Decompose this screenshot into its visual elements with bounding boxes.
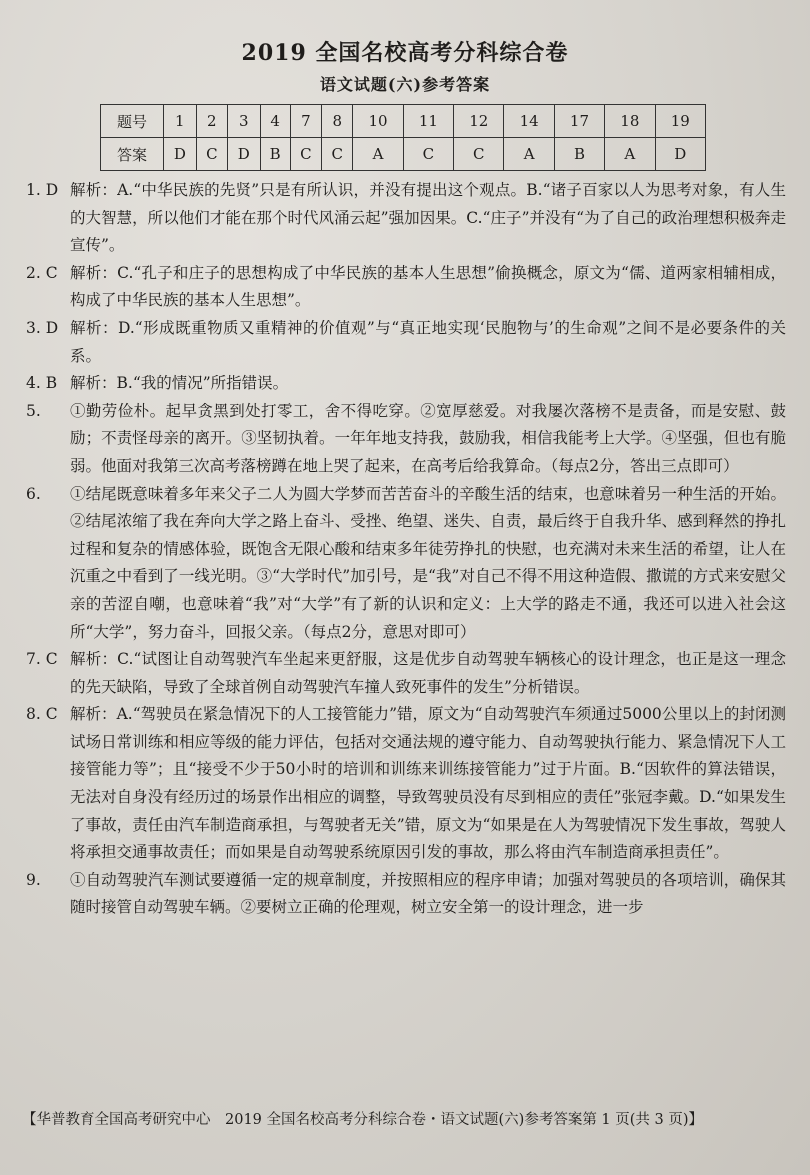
answer-cell: D <box>227 138 260 171</box>
answer-cell: C <box>403 138 453 171</box>
answer-item <box>26 260 786 315</box>
item-number: 4. B <box>26 374 58 393</box>
page-subtitle: 语文试题(六)参考答案 <box>319 75 491 94</box>
question-number-cell: 10 <box>353 105 403 138</box>
item-number: 5. <box>26 401 41 420</box>
question-number-cell: 12 <box>454 105 504 138</box>
item-number: 7. C <box>26 650 58 669</box>
question-number-cell: 8 <box>322 105 353 138</box>
answer-item <box>26 701 786 867</box>
item-number: 2. C <box>26 263 58 282</box>
item-text: 解析：A.“中华民族的先贤”只是有所认识，并没有提出这个观点。B.“诸子百家以人为思考对象，有人生的大智慧，所以他们才能在那个时代风涌云起”强加因果。C.“庄子”并没有“为了自己的政治理想积极奔走宣传”。 <box>70 181 786 255</box>
question-number-cell: 17 <box>554 105 604 138</box>
answer-cell: C <box>454 138 504 171</box>
item-text: 解析：A.“驾驶员在紧急情况下的人工接管能力”错，原文为“自动驾驶汽车须通过5000公里以上的封闭测试场日常训练和相应等级的能力评估，包括对交通法规的遵守能力、自动驾驶执行能力、紧急情况下人工接管能力等”；且“接受不少于50小时的培训和训练来训练接管能力”过于片面。B.“因软件的算法错误，无法对自身没有经历过的场景作出相应的调整，导致驾驶员没有尽到相应的责任”张冠李戴。D.“如果发生了事故，责任由汽车制造商承担，与驾驶者无关”错，原文为“如果是在人为驾驶情况下发生事故，驾驶人将承担交通事故责任；而如果是自动驾驶系统原因引发的事故，那么将由汽车制造商承担责任”。 <box>70 705 786 862</box>
item-number: 9. <box>26 870 41 889</box>
question-number-cell: 4 <box>260 105 290 138</box>
question-number-cell: 18 <box>605 105 655 138</box>
item-text: 解析：B.“我的情况”所指错误。 <box>70 374 289 393</box>
answer-row <box>101 138 706 171</box>
answer-header: 答案 <box>101 138 164 171</box>
answer-item <box>26 398 786 481</box>
question-number-cell: 11 <box>403 105 453 138</box>
item-text: 解析：C.“孔子和庄子的思想构成了中华民族的基本人生思想”偷换概念，原文为“儒、道两家相辅相成，构成了中华民族的基本人生思想”。 <box>70 263 786 310</box>
answer-item <box>26 646 786 701</box>
page-footer: 【华普教育全国高考研究中心 2019 全国名校高考分科综合卷・语文试题(六)参考答案第 1 页(共 3 页)】 <box>22 1112 704 1128</box>
answer-cell: C <box>196 138 227 171</box>
question-number-cell: 3 <box>227 105 260 138</box>
answer-cell: A <box>353 138 403 171</box>
answer-cell: D <box>164 138 197 171</box>
answer-item <box>26 370 786 398</box>
question-number-cell: 7 <box>290 105 321 138</box>
question-number-cell: 14 <box>504 105 554 138</box>
question-number-cell: 2 <box>196 105 227 138</box>
page-title: 2019 全国名校高考分科综合卷 <box>241 40 569 66</box>
item-number: 8. C <box>26 705 58 724</box>
answer-table <box>100 104 706 171</box>
item-text: ①结尾既意味着多年来父子二人为圆大学梦而苦苦奋斗的辛酸生活的结束，也意味着另一种生活的开始。②结尾浓缩了我在奔向大学之路上奋斗、受挫、绝望、迷失、自责，最后终于自我升华、感到释然的挣扎过程和复杂的情感体验，既饱含无限心酸和结束多年徒劳挣扎的快慰，也充满对未来生活的希望，让人在沉重之中看到了一线光明。③“大学时代”加引号，是“我”对自己不得不用这种造假、撒谎的方式来安慰父亲的苦涩自嘲，也意味着“我”对“大学”有了新的认识和定义：上大学的路走不通，我还可以进入社会这所“大学”，努力奋斗，回报父亲。（每点2分，意思对即可） <box>70 484 786 641</box>
item-number: 6. <box>26 484 41 503</box>
answer-cell: A <box>605 138 655 171</box>
question-number-cell: 19 <box>655 105 705 138</box>
question-number-cell: 1 <box>164 105 197 138</box>
item-number: 3. D <box>26 318 59 337</box>
item-text: ①自动驾驶汽车测试要遵循一定的规章制度，并按照相应的程序申请；加强对驾驶员的各项培训，确保其随时接管自动驾驶车辆。②要树立正确的伦理观，树立安全第一的设计理念，进一步 <box>70 870 786 917</box>
question-number-header: 题号 <box>101 105 164 138</box>
answer-cell: B <box>260 138 290 171</box>
answer-cell: D <box>655 138 705 171</box>
answer-cell: C <box>322 138 353 171</box>
answer-explanations <box>26 177 786 922</box>
answer-cell: A <box>504 138 554 171</box>
answer-item <box>26 867 786 922</box>
answer-cell: B <box>554 138 604 171</box>
item-number: 1. D <box>26 181 59 199</box>
answer-item <box>26 315 786 370</box>
answer-item <box>26 177 786 260</box>
item-text: 解析：D.“形成既重物质又重精神的价值观”与“真正地实现‘民胞物与’的生命观”之间不是必要条件的关系。 <box>70 318 786 365</box>
item-text: ①勤劳俭朴。起早贪黑到处打零工，舍不得吃穿。②宽厚慈爱。对我屡次落榜不是责备，而是安慰、鼓励；不责怪母亲的离开。③坚韧执着。一年年地支持我，鼓励我，相信我能考上大学。④坚强，但也有脆弱。他面对我第三次高考落榜蹲在地上哭了起来，在高考后给我算命。（每点2分，答出三点即可） <box>70 401 786 475</box>
question-number-row <box>101 105 706 138</box>
answer-item <box>26 481 786 647</box>
answer-cell: C <box>290 138 321 171</box>
item-text: 解析：C.“试图让自动驾驶汽车坐起来更舒服，这是优步自动驾驶车辆核心的设计理念，也正是这一理念的先天缺陷，导致了全球首例自动驾驶汽车撞人致死事件的发生”分析错误。 <box>70 650 786 696</box>
